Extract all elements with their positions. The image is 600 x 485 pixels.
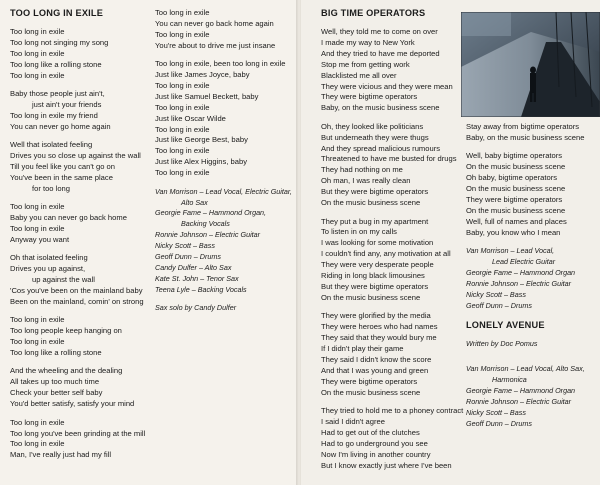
lyric-line: If I didn't play their game: [321, 343, 404, 353]
left-page: [0, 0, 296, 485]
lyric-line: Threatened to have me busted for drugs: [321, 154, 457, 164]
lyric-line: You'd better satisfy, satisfy your mind: [10, 399, 135, 409]
lyric-line: for too long: [32, 183, 70, 193]
lyric-line: Too long in exile: [10, 337, 65, 347]
credit-line: Alto Sax: [181, 197, 208, 207]
credit-line: Lead Electric Guitar: [492, 256, 556, 266]
lyric-line: Too long in exile: [155, 8, 210, 17]
lyric-line: On the music business scene: [321, 292, 421, 302]
stanza-break: [321, 304, 463, 312]
song3-credits: [466, 364, 600, 429]
song2-lyrics-column-1: [321, 8, 463, 471]
lyric-line: And that I was young and green: [321, 365, 429, 375]
lyric-line: On the music business scene: [466, 205, 566, 215]
lyric-line: But they were bigtime operators: [321, 187, 429, 197]
lyric-line: Too long in exile: [155, 102, 210, 112]
lyric-line: Too long not singing my song: [10, 37, 109, 47]
song1-lyrics-column-1: [10, 8, 150, 461]
lyric-line: They were bigtime operators: [321, 92, 418, 102]
lyric-line: I was looking for some motivation: [321, 238, 434, 248]
lyric-line: Baby, on the music business scene: [321, 103, 440, 113]
lyric-line: They were bigtime operators: [321, 376, 418, 386]
lyric-line: You can never go back home again: [155, 18, 274, 28]
song2-song3-column-2: [466, 122, 600, 430]
lyric-line: They were bigtime operators: [466, 194, 563, 204]
lyric-line: I made my way to New York: [321, 37, 415, 47]
lyric-line: Well, baby bigtime operators: [466, 151, 563, 161]
stanza-break: [321, 209, 463, 217]
lyric-line: Just like Samuel Beckett, baby: [155, 91, 259, 101]
credit-line: Georgie Fame – Hammond Organ: [466, 386, 576, 396]
lyric-line: Drives you up against,: [10, 264, 86, 274]
lyric-line: Oh baby, bigtime operators: [466, 173, 558, 183]
stanza-break: [321, 114, 463, 122]
song2-lyrics-part-2: [466, 122, 600, 239]
credit-line: Teena Lyle – Backing Vocals: [155, 284, 247, 294]
lyric-line: Too long in exile: [10, 315, 65, 325]
lyric-line: Too long in exile: [10, 27, 65, 36]
song3-title: LONELY AVENUE: [466, 319, 545, 330]
lyric-line: They tried to hold me to a phoney contract: [321, 406, 464, 415]
lyric-line: Too long in exile: [10, 224, 65, 233]
song2-title: BIG TIME OPERATORS: [321, 8, 426, 18]
credit-line: Nicky Scott – Bass: [466, 408, 526, 418]
credit-line: Backing Vocals: [181, 219, 230, 229]
lyric-line: Too long in exile: [155, 29, 210, 39]
lyric-line: Oh that isolated feeling: [10, 253, 88, 263]
credit-line: Georgie Fame – Hammond Organ: [466, 267, 576, 277]
credit-line: Ronnie Johnson – Electric Guitar: [466, 397, 572, 407]
lyric-line: Too long in exile: [10, 417, 65, 427]
lyric-line: Baby those people just ain't,: [10, 89, 105, 99]
lyric-line: And they spread malicious rumours: [321, 143, 441, 153]
lyric-line: On the music business scene: [466, 184, 566, 194]
lyric-line: But they were bigtime operators: [321, 281, 429, 291]
lyric-line: Well that isolated feeling: [10, 140, 93, 150]
lyric-line: Man, I've really just had my fill: [10, 450, 112, 460]
lyric-line: Baby you can never go back home: [10, 213, 127, 223]
credit-line: Candy Dulfer – Alto Sax: [155, 262, 232, 272]
stanza-break: [10, 410, 150, 418]
lyric-line: Stay away from bigtime operators: [466, 122, 580, 131]
stanza-break: [10, 308, 150, 316]
lyric-line: Blacklisted me all over: [321, 70, 397, 80]
stanza-break: [10, 195, 150, 203]
lyric-line: Too long in exile: [10, 48, 65, 58]
lyric-line: Oh, they looked like politicians: [321, 121, 424, 131]
credit-line: Geoff Dunn – Drums: [466, 300, 532, 310]
lyric-line: Too long in exile: [155, 146, 210, 156]
lyric-line: They were heroes who had names: [321, 322, 438, 332]
credit-line: Van Morrison – Lead Vocal,: [466, 246, 555, 256]
lyric-line: You've been in the same place: [10, 172, 113, 182]
lyric-line: They were very desperate people: [321, 260, 434, 270]
credit-line: Harmonica: [492, 375, 527, 385]
lyric-line: Just like Alex Higgins, baby: [155, 157, 248, 167]
lyric-line: Too long in exile, been too long in exile: [155, 59, 286, 69]
lyric-line: You can never go home again: [10, 121, 111, 131]
song2-credits: [466, 246, 600, 311]
lyric-line: Too long in exile: [155, 168, 210, 178]
lyric-line: Just like James Joyce, baby: [155, 70, 250, 80]
song2-lyrics-part-1: [321, 27, 463, 471]
lyric-line: Too long you've been grinding at the mill: [10, 428, 146, 438]
lyric-line: Well, full of names and places: [466, 216, 567, 226]
lyric-line: Too long people keep hanging on: [10, 326, 122, 336]
lyric-line: You're about to drive me just insane: [155, 40, 276, 50]
song1-lyrics-part-1: [10, 27, 150, 461]
right-page: [301, 0, 600, 485]
credit-line: Ronnie Johnson – Electric Guitar: [155, 230, 261, 240]
lyric-line: up against the wall: [32, 275, 95, 285]
lyric-line: They said that they would bury me: [321, 333, 437, 343]
lyric-line: Too long in exile: [10, 439, 65, 449]
street-photo: [461, 12, 600, 117]
lyric-line: Till you feel like you can't go on: [10, 161, 116, 171]
lyric-line: Riding in long black limousines: [321, 271, 425, 281]
credit-line: Nicky Scott – Bass: [466, 289, 526, 299]
song1-lyrics-part-2: [155, 8, 295, 179]
lyric-line: Too long in exile: [155, 80, 210, 90]
lyric-line: Too long like a rolling stone: [10, 348, 102, 358]
stanza-break: [10, 246, 150, 254]
lyric-line: Just like Oscar Wilde: [155, 113, 226, 123]
song3-written-by: Written by Doc Pomus: [466, 338, 538, 348]
song1-lyrics-column-2: [155, 8, 295, 314]
credit-line: Van Morrison – Lead Vocal, Electric Guitar,: [155, 186, 292, 196]
lyric-line: They said I didn't know the score: [321, 354, 432, 364]
stanza-break: [466, 144, 600, 152]
lyric-line: Stop me from getting work: [321, 59, 410, 69]
lyric-line: 'Cos you've been on the mainland baby: [10, 286, 143, 296]
stanza-break: [10, 133, 150, 141]
credit-line: Georgie Fame – Hammond Organ,: [155, 208, 267, 218]
lyric-line: But I know exactly just where I've been: [321, 460, 452, 470]
lyric-line: Had to get out of the clutches: [321, 427, 420, 437]
lyric-line: Anyway you want: [10, 234, 70, 244]
lyric-line: Baby, on the music business scene: [466, 132, 585, 142]
lyric-line: Oh man, I was really clean: [321, 176, 411, 186]
stanza-break: [155, 52, 295, 60]
lyric-line: And the wheeling and the dealing: [10, 366, 123, 376]
song1-solo-note: Sax solo by Candy Dulfer: [155, 303, 237, 313]
stanza-break: [10, 82, 150, 90]
stanza-break: [321, 399, 463, 407]
song1-title: TOO LONG IN EXILE: [10, 8, 104, 18]
lyric-line: Drives you so close up against the wall: [10, 151, 141, 161]
lyric-line: I said I didn't agree: [321, 416, 385, 426]
lyric-line: Just like George Best, baby: [155, 135, 248, 145]
lyric-line: They were glorified by the media: [321, 311, 431, 321]
lyric-line: On the music business scene: [466, 162, 566, 172]
lyric-line: But underneath they were thugs: [321, 132, 429, 142]
lyric-line: Been on the mainland, comin' on strong: [10, 296, 144, 306]
lyric-line: On the music business scene: [321, 198, 421, 208]
lyric-line: They had nothing on me: [321, 165, 403, 175]
lyric-line: Too long in exile: [155, 124, 210, 134]
lyric-line: Too long in exile: [10, 202, 65, 212]
lyric-line: And they tried to have me deported: [321, 48, 440, 58]
lyric-line: just ain't your friends: [32, 99, 102, 109]
lyric-line: Too long in exile: [10, 70, 65, 80]
lyric-line: Check your better self baby: [10, 388, 103, 398]
lyric-line: Too long in exile my friend: [10, 110, 98, 120]
lyric-line: They were vicious and they were mean: [321, 81, 453, 91]
lyric-line: All takes up too much time: [10, 377, 100, 387]
lyric-line: Baby, you know who I mean: [466, 227, 561, 237]
credit-line: Nicky Scott – Bass: [155, 241, 215, 251]
lyric-line: Too long like a rolling stone: [10, 59, 102, 69]
lyric-line: I couldn't find any, any motivation at all: [321, 249, 451, 259]
credit-line: Geoff Dunn – Drums: [155, 252, 221, 262]
lyric-line: Had to go underground you see: [321, 438, 428, 448]
lyric-line: On the music business scene: [321, 387, 421, 397]
song1-credits: [155, 187, 295, 296]
credit-line: Ronnie Johnson – Electric Guitar: [466, 278, 572, 288]
lyric-line: Well, they told me to come on over: [321, 27, 438, 36]
lyric-line: Now I'm living in another country: [321, 449, 431, 459]
stanza-break: [10, 359, 150, 367]
credit-line: Kate St. John – Tenor Sax: [155, 273, 239, 283]
credit-line: Geoff Dunn – Drums: [466, 418, 532, 428]
credit-line: Van Morrison – Lead Vocal, Alto Sax,: [466, 364, 585, 374]
lyric-line: They put a bug in my apartment: [321, 216, 429, 226]
lyric-line: To listen in on my calls: [321, 227, 397, 237]
